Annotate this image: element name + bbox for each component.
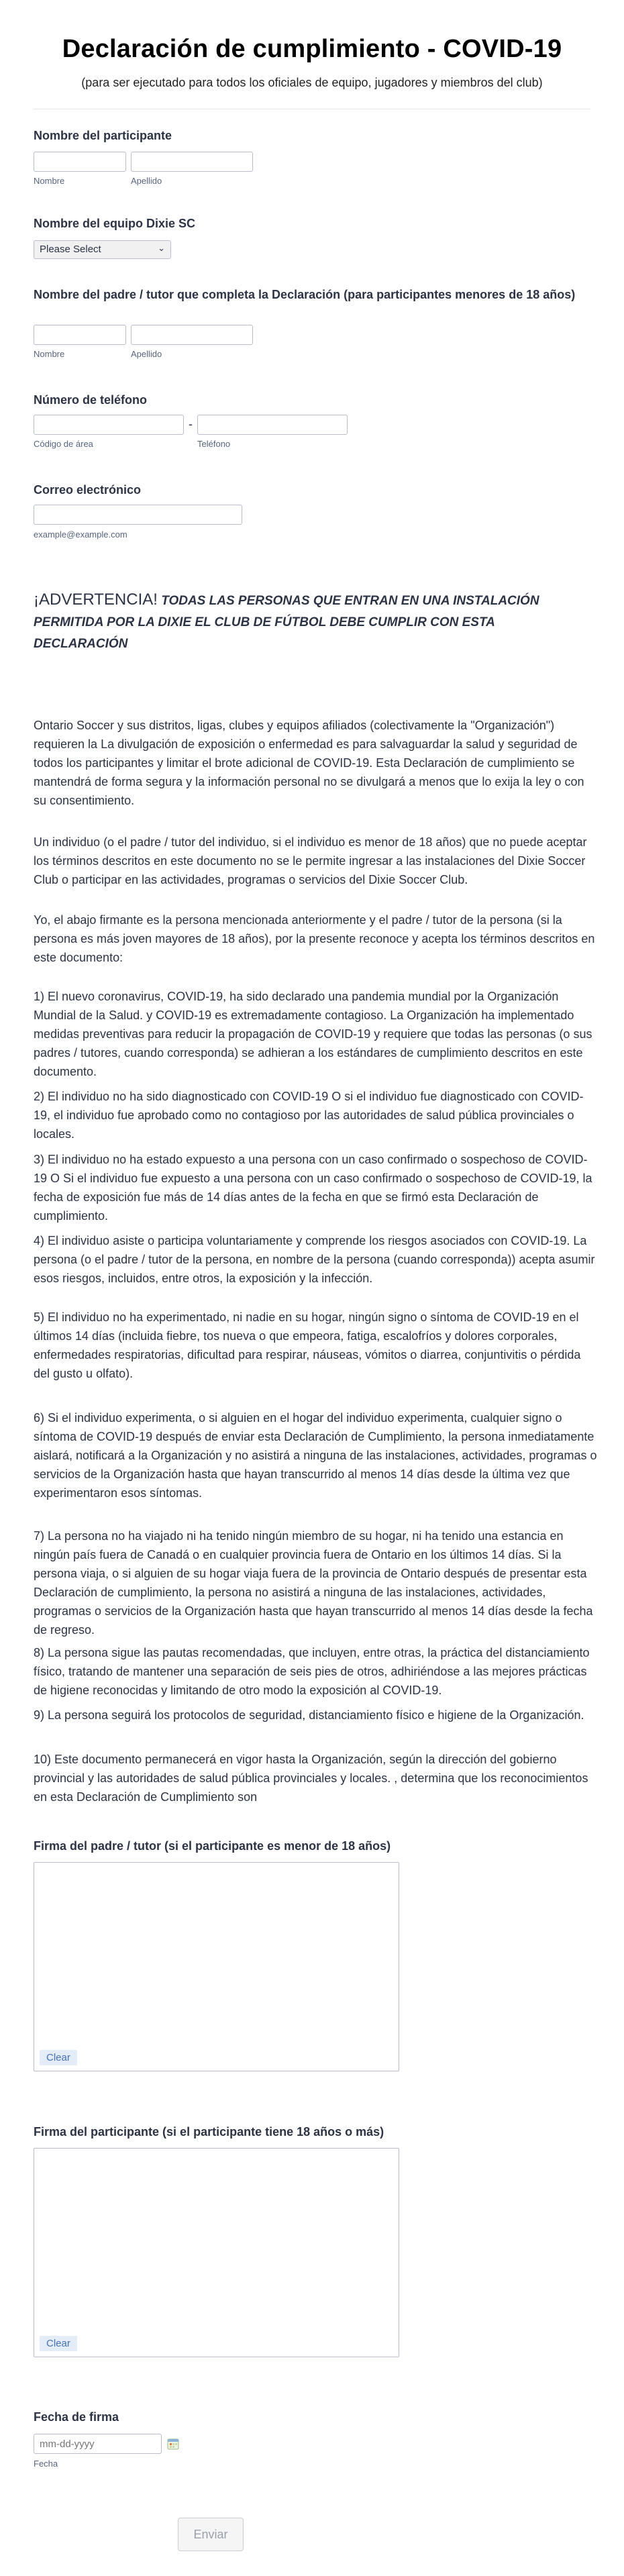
signature-date-sublabel: Fecha [34, 2459, 58, 2469]
paragraph-item-4: 4) El individuo asiste o participa voluntariamente y comprende los riesgos asociados con COVID-19. La persona (o el padre / tutor de la persona, en nombre de la persona (cuando corresponda)) acepta asumir esos riesgos, incluidos, entre otros, la exposición y la infección. [34, 1234, 595, 1285]
participant-signature-label: Firma del participante (si el participante tiene 18 años o más) [34, 2125, 384, 2139]
paragraph-item-10: 10) Este documento permanecerá en vigor hasta la Organización, según la dirección del gobierno provincial y las autoridades de salud pública provinciales y locales. , determina que los reconocimientos en esta Declaración de Cumplimiento son [34, 1753, 588, 1804]
participant-signature-clear-button[interactable]: Clear [40, 2336, 77, 2351]
warning-lead: ¡ADVERTENCIA! [34, 590, 158, 609]
warning-text: TODAS LAS PERSONAS QUE ENTRAN EN UNA INSTALACIÓN PERMITIDA POR LA DIXIE EL CLUB DE FÚTBOL DEBE CUMPLIR CON ESTA DECLARACIÓN [34, 594, 539, 651]
email-sublabel: example@example.com [34, 529, 127, 539]
paragraph-item-3: 3) El individuo no ha estado expuesto a una persona con un caso confirmado o sospechoso de COVID-19 O Si el individuo fue expuesto a una persona con un caso confirmado o sospechoso de COVID-19, la fecha de exposición fue más de 14 días antes de la fecha en que se firmó esta Declaración de cumplimiento. [34, 1153, 592, 1223]
participant-first-name-input[interactable] [34, 152, 126, 172]
paragraph-item-9: 9) La persona seguirá los protocolos de seguridad, distanciamiento físico e higiene de la Organización. [34, 1708, 584, 1722]
email-input[interactable] [34, 505, 242, 525]
paragraph-acknowledgement: Yo, el abajo firmante es la persona mencionada anteriormente y el padre / tutor de la persona (si la persona es más joven mayores de 18 años), por la presente reconoce y acepta los términos descritos en este documento: [34, 913, 595, 964]
paragraph-eligibility: Un individuo (o el padre / tutor del individuo, si el individuo es menor de 18 años) que no puede aceptar los términos descritos en este documento no se le permite ingresar a las instalaciones del Dixie Soccer Club o participar en las actividades, programas o servicios del Dixie Soccer Club. [34, 835, 587, 886]
form-title: Declaración de cumplimiento - COVID-19 [62, 35, 562, 63]
chevron-down-icon: ⌄ [158, 243, 165, 253]
warning-block [34, 589, 557, 655]
paragraph-item-7: 7) La persona no ha viajado ni ha tenido ningún miembro de su hogar, ni ha tenido una estancia en ningún país fuera de Canadá o en cualquier provincia fuera de Ontario en los últimos 14 días. Si la persona viaja, o si alguien de su hogar viaja fuera de la provincia de Ontario después de presentar esta Declaración de cumplimiento, la persona no asistirá a ninguna de las instalaciones, actividades, programas o servicios de la Organización hasta que hayan transcurrido al menos 14 días desde la fecha de regreso. [34, 1529, 593, 1637]
guardian-first-name-sublabel: Nombre [34, 349, 65, 359]
phone-separator: - [189, 417, 193, 431]
participant-last-name-sublabel: Apellido [131, 176, 162, 186]
guardian-signature-label: Firma del padre / tutor (si el participante es menor de 18 años) [34, 1839, 391, 1853]
phone-number-input[interactable] [197, 415, 348, 435]
team-select[interactable] [34, 240, 171, 259]
signature-date-label: Fecha de firma [34, 2410, 119, 2424]
guardian-name-label: Nombre del padre / tutor que completa la Declaración (para participantes menores de 18 años) [34, 288, 576, 301]
paragraph-item-5: 5) El individuo no ha experimentado, ni nadie en su hogar, ningún signo o síntoma de COVID-19 en el últimos 14 días (incluida fiebre, tos nueva o que empeora, fatiga, escalofríos y dolores corporales, enfermedades respiratorias, dificultad para respirar, náuseas, vómitos o diarrea, conjuntivitis o pérdida del gusto u olfato). [34, 1310, 581, 1380]
guardian-signature-pad[interactable] [34, 1862, 399, 2071]
phone-label: Número de teléfono [34, 393, 148, 407]
paragraph-item-6: 6) Si el individuo experimenta, o si alguien en el hogar del individuo experimenta, cualquier signo o síntoma de COVID-19 después de enviar esta Declaración de Cumplimiento, la persona inmediatamente aislará, notificará a la Organización y no asistirá a ninguna de las instalaciones, actividades, programas o servicios de la Organización hasta que hayan transcurrido al menos 14 días desde la última vez que experimentaron esos síntomas. [34, 1411, 597, 1500]
form-header [34, 35, 590, 90]
participant-last-name-input[interactable] [131, 152, 253, 172]
participant-first-name-sublabel: Nombre [34, 176, 65, 186]
paragraph-item-2: 2) El individuo no ha sido diagnosticado con COVID-19 O si el individuo fue diagnosticado con COVID-19, el individuo fue aprobado como no contagioso por las autoridades de salud pública provinciales o locales. [34, 1090, 584, 1141]
calendar-icon[interactable] [167, 2438, 179, 2450]
participant-signature-pad[interactable] [34, 2148, 399, 2357]
team-label: Nombre del equipo Dixie SC [34, 217, 196, 230]
guardian-last-name-sublabel: Apellido [131, 349, 162, 359]
email-label: Correo electrónico [34, 483, 142, 497]
participant-name-label: Nombre del participante [34, 129, 172, 142]
paragraph-intro: Ontario Soccer y sus distritos, ligas, clubes y equipos afiliados (colectivamente la "Organización") requieren la La divulgación de exposición o enfermedad es para salvaguardar la salud y seguridad de todos los participantes y limitar el brote adicional de COVID-19. Esta Declaración de cumplimiento se mantendrá de forma segura y la información personal no se divulgará a menos que lo exija la ley o con su consentimiento. [34, 719, 584, 807]
signature-date-input[interactable] [34, 2434, 162, 2454]
phone-area-code-input[interactable] [34, 415, 184, 435]
team-select-value: Please Select [40, 244, 101, 255]
guardian-signature-clear-button[interactable]: Clear [40, 2050, 77, 2065]
guardian-last-name-input[interactable] [131, 325, 253, 345]
paragraph-item-8: 8) La persona sigue las pautas recomendadas, que incluyen, entre otras, la práctica del distanciamiento físico, tratando de mantener una separación de seis pies de otros, adhiriéndose a las mejores prácticas de higiene reconocidas y limitando de otro modo la exposición al COVID-19. [34, 1646, 590, 1697]
phone-number-sublabel: Teléfono [197, 439, 231, 449]
submit-button[interactable]: Enviar [178, 2518, 244, 2551]
form-subtitle: (para ser ejecutado para todos los oficiales de equipo, jugadores y miembros del club) [81, 76, 543, 89]
phone-area-code-sublabel: Código de área [34, 439, 93, 449]
guardian-first-name-input[interactable] [34, 325, 126, 345]
paragraph-item-1: 1) El nuevo coronavirus, COVID-19, ha sido declarado una pandemia mundial por la Organización Mundial de la Salud. y COVID-19 es extremadamente contagioso. La Organización ha implementado medidas preventivas para reducir la propagación de COVID-19 y requiere que todas las personas (o sus padres / tutores, cuando corresponda) se adhieran a los estándares de cumplimiento descritos en este documento. [34, 990, 592, 1078]
